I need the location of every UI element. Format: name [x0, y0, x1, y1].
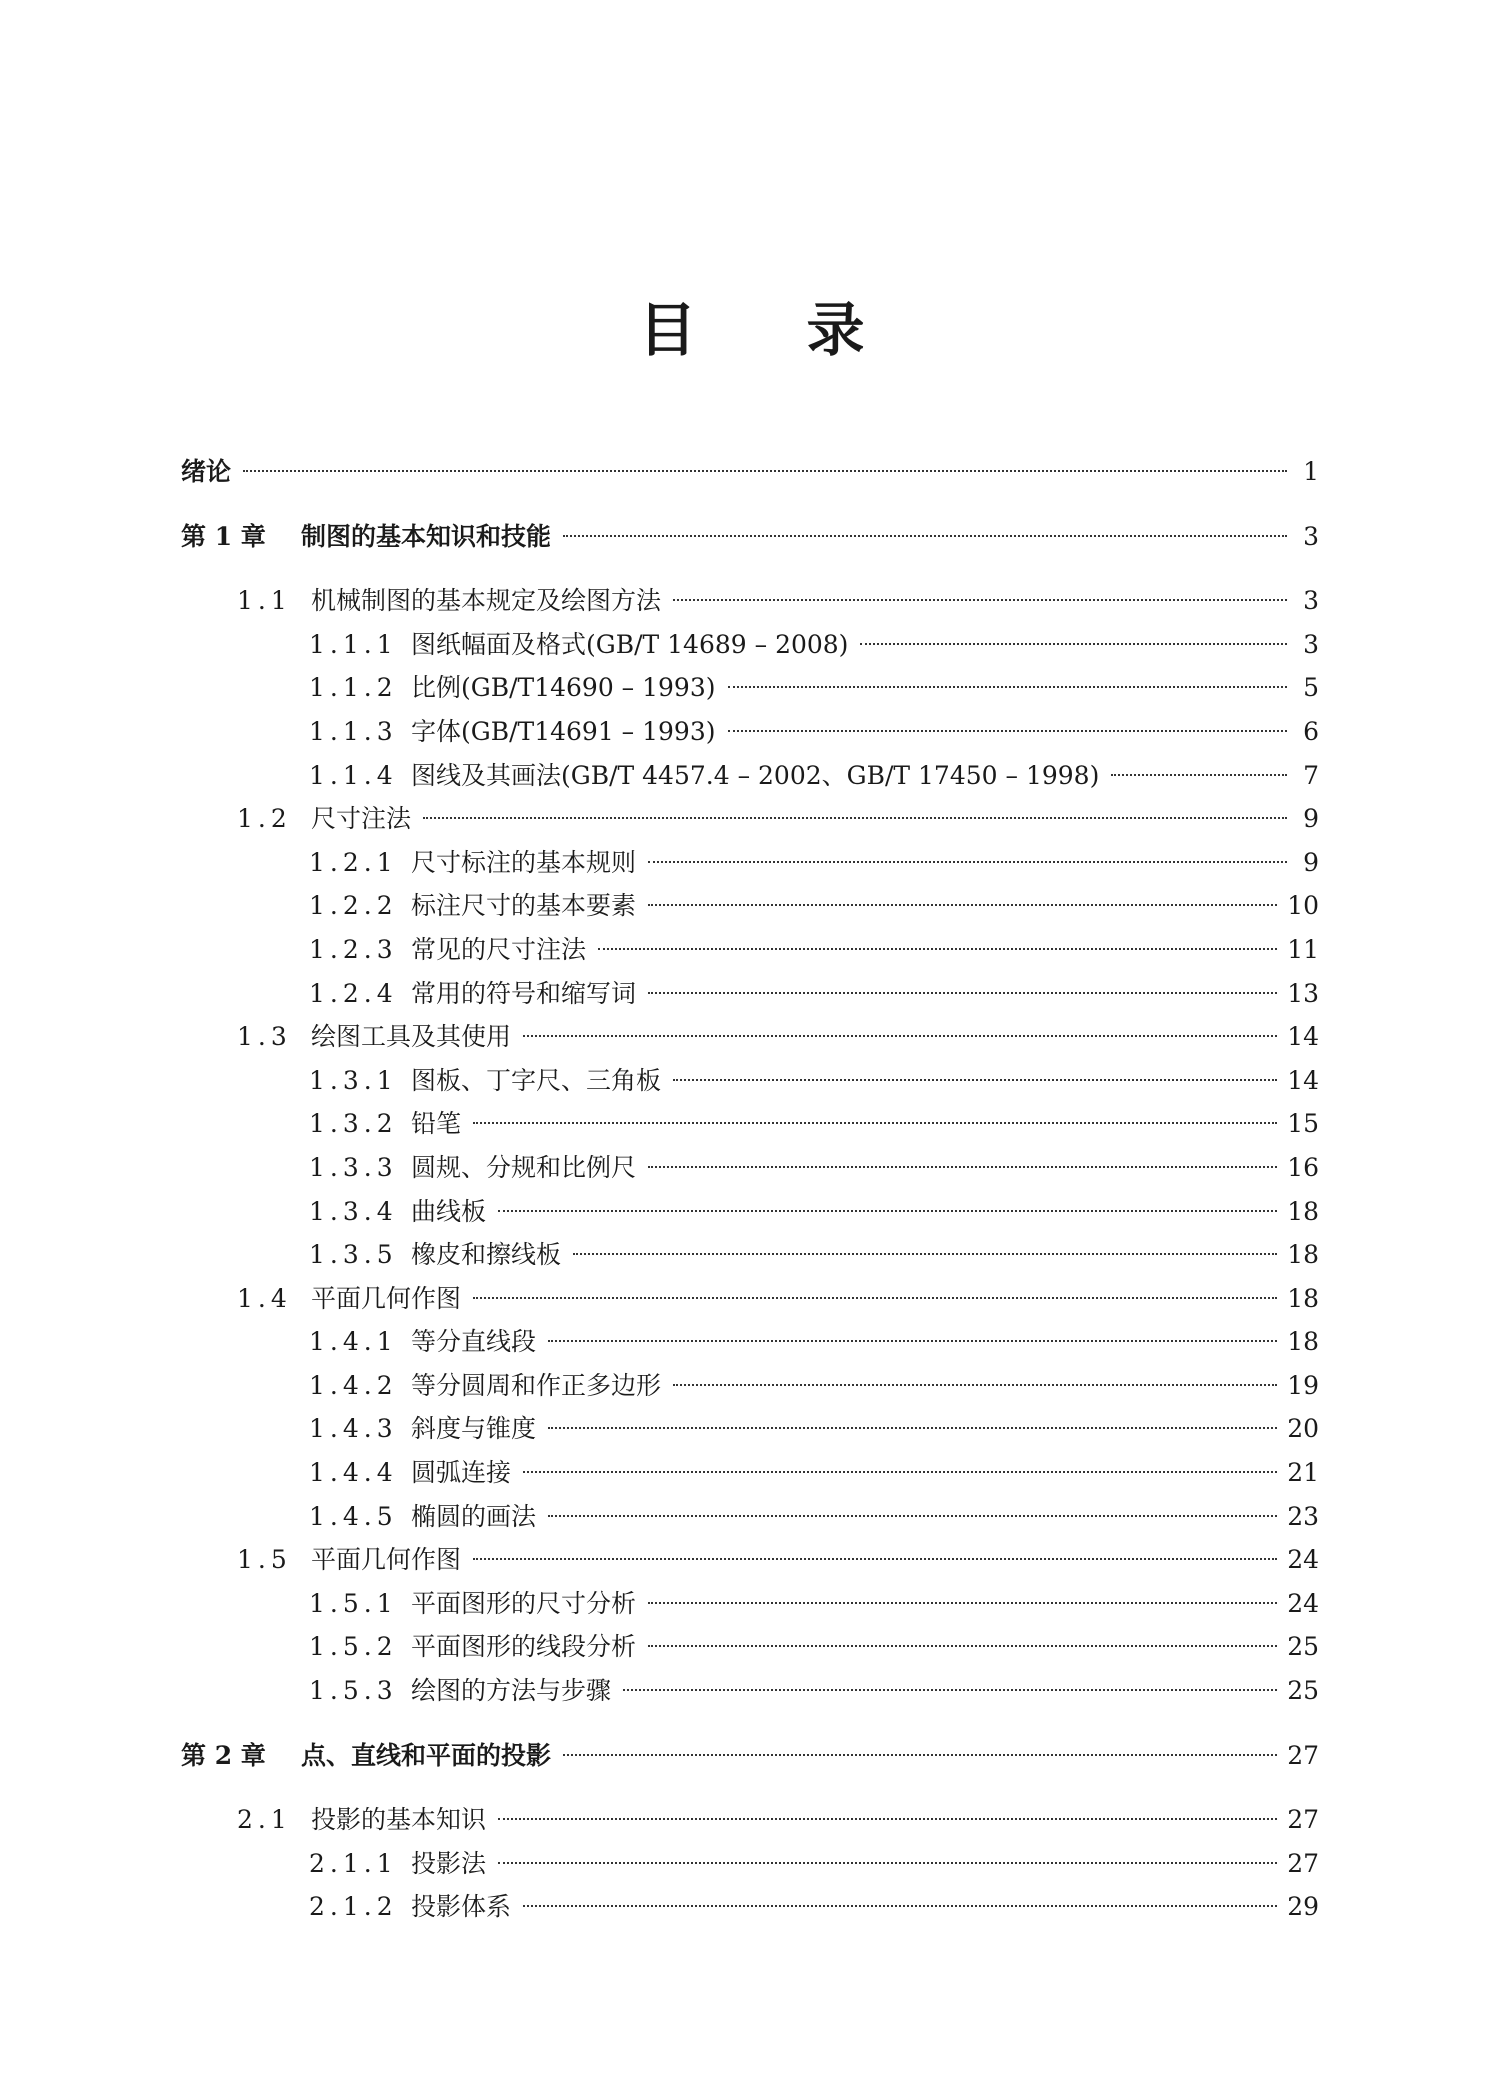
toc-entry-number: 1.1	[237, 586, 292, 616]
dot-leader	[648, 992, 1277, 994]
toc-entry-title: 比例(GB/T14690 – 1993)	[411, 673, 716, 703]
toc-entry-page: 7	[1303, 760, 1319, 790]
toc-entry-number: 2.1	[237, 1805, 292, 1835]
toc-entry-title: 绘图的方法与步骤	[411, 1676, 612, 1706]
toc-entry-page: 27	[1287, 1805, 1319, 1835]
dot-leader	[523, 1035, 1277, 1037]
toc-entry-title: 平面几何作图	[311, 1545, 462, 1575]
dot-leader	[473, 1122, 1277, 1124]
page-title-char-1: 目	[638, 296, 697, 364]
toc-entry-title: 制图的基本知识和技能	[301, 521, 552, 551]
dot-leader	[498, 1862, 1277, 1864]
toc-entry-number: 1.4.2	[309, 1370, 398, 1400]
toc-entry-page: 1	[1303, 457, 1319, 486]
toc-entry-number: 1.1.1	[309, 629, 398, 659]
toc-entry[interactable]	[181, 928, 1319, 972]
toc-entry-title: 常见的尺寸注法	[411, 934, 587, 964]
toc-entry-number: 1.4.4	[309, 1458, 398, 1488]
toc-entry-title: 平面图形的线段分析	[411, 1632, 637, 1662]
dot-leader	[563, 1754, 1277, 1756]
toc-entry-number: 1.2.2	[309, 891, 398, 921]
toc-entry-page: 16	[1287, 1152, 1319, 1182]
toc-entry[interactable]	[181, 1190, 1319, 1234]
dot-leader	[673, 1384, 1277, 1386]
dot-leader	[563, 535, 1287, 537]
toc-entry[interactable]	[181, 1146, 1319, 1190]
dot-leader	[648, 1645, 1277, 1647]
toc-entry[interactable]	[181, 1451, 1319, 1495]
toc-entry[interactable]	[181, 1734, 1319, 1778]
toc-entry-page: 3	[1303, 586, 1319, 616]
dot-leader	[498, 1210, 1277, 1212]
toc-entry-page: 10	[1287, 891, 1319, 921]
toc-entry[interactable]	[181, 1102, 1319, 1146]
dot-leader	[473, 1297, 1277, 1299]
toc-entry-number: 1.4.1	[309, 1327, 398, 1357]
toc-entry-title: 圆规、分规和比例尺	[411, 1152, 637, 1182]
toc-entry[interactable]	[181, 450, 1319, 494]
toc-entry-number: 2.1.1	[309, 1848, 398, 1878]
toc-entry-page: 24	[1287, 1545, 1319, 1575]
toc-entry[interactable]	[181, 623, 1319, 667]
toc-entry-title: 平面图形的尺寸分析	[411, 1588, 637, 1618]
toc-entry-number: 1.1.3	[309, 716, 398, 746]
dot-leader	[498, 1818, 1277, 1820]
toc-entry-number: 1.5.2	[309, 1632, 398, 1662]
toc-entry-number: 1.4.5	[309, 1501, 398, 1531]
dot-leader	[473, 1558, 1277, 1560]
toc-entry[interactable]	[181, 841, 1319, 885]
toc-entry-title: 橡皮和擦线板	[411, 1240, 562, 1270]
toc-entry[interactable]	[181, 754, 1319, 798]
toc-entry-number: 1.3.5	[309, 1240, 398, 1270]
dot-leader	[728, 730, 1288, 732]
toc-entry[interactable]	[181, 1277, 1319, 1321]
toc-entry-page: 20	[1287, 1414, 1319, 1444]
toc-entry[interactable]	[181, 1798, 1319, 1842]
toc-entry-title: 平面几何作图	[311, 1283, 462, 1313]
toc-entry-page: 24	[1287, 1588, 1319, 1618]
toc-entry-page: 14	[1287, 1065, 1319, 1095]
toc-entry-title: 等分圆周和作正多边形	[411, 1370, 662, 1400]
toc-entry-number: 1.3.1	[309, 1065, 398, 1095]
toc-entry-title: 图纸幅面及格式(GB/T 14689 – 2008)	[411, 629, 849, 659]
toc-entry-title: 投影法	[411, 1848, 487, 1878]
toc-entry-title: 图板、丁字尺、三角板	[411, 1065, 662, 1095]
toc-entry[interactable]	[181, 1842, 1319, 1886]
toc-entry-number: 1.2.3	[309, 934, 398, 964]
toc-entry-page: 18	[1287, 1196, 1319, 1226]
toc-entry-page: 18	[1287, 1240, 1319, 1270]
dot-leader	[648, 861, 1287, 863]
toc-entry[interactable]	[181, 1015, 1319, 1059]
toc-entry-number: 2.1.2	[309, 1892, 398, 1922]
page-title-char-2: 录	[806, 296, 865, 364]
toc-entry[interactable]	[181, 1885, 1319, 1929]
toc-entry-page: 27	[1287, 1740, 1319, 1770]
toc-entry-number: 1.4	[237, 1283, 292, 1313]
toc-entry-page: 21	[1287, 1458, 1319, 1488]
dot-leader	[728, 686, 1288, 688]
toc-entry-title: 等分直线段	[411, 1327, 537, 1357]
toc-entry[interactable]	[181, 1625, 1319, 1669]
table-of-contents	[181, 450, 1319, 1929]
toc-entry[interactable]	[181, 515, 1319, 559]
toc-entry-number: 1.5	[237, 1545, 292, 1575]
toc-entry-page: 27	[1287, 1848, 1319, 1878]
toc-entry-number: 1.3.4	[309, 1196, 398, 1226]
toc-entry[interactable]	[181, 884, 1319, 928]
toc-entry[interactable]	[181, 1407, 1319, 1451]
toc-entry-number: 1.1.2	[309, 673, 398, 703]
toc-entry-page: 3	[1303, 521, 1319, 551]
toc-entry[interactable]	[181, 1582, 1319, 1626]
toc-entry-page: 18	[1287, 1327, 1319, 1357]
dot-leader	[648, 1602, 1277, 1604]
toc-entry-page: 9	[1303, 804, 1319, 834]
toc-entry-title: 尺寸注法	[311, 804, 412, 834]
toc-entry-title: 曲线板	[411, 1196, 487, 1226]
toc-entry-page: 25	[1287, 1676, 1319, 1706]
toc-entry[interactable]	[181, 666, 1319, 710]
dot-leader	[243, 470, 1287, 472]
toc-entry[interactable]	[181, 972, 1319, 1016]
dot-leader	[673, 1079, 1277, 1081]
toc-entry-page: 13	[1287, 978, 1319, 1008]
dot-leader	[860, 643, 1287, 645]
toc-entry-title: 尺寸标注的基本规则	[411, 847, 637, 877]
toc-entry-page: 9	[1303, 847, 1319, 877]
dot-leader	[1111, 774, 1287, 776]
toc-entry-page: 11	[1287, 934, 1319, 964]
toc-entry-page: 15	[1287, 1109, 1319, 1139]
toc-entry-page: 25	[1287, 1632, 1319, 1662]
toc-entry-title: 标注尺寸的基本要素	[411, 891, 637, 921]
toc-entry-title: 点、直线和平面的投影	[301, 1740, 552, 1770]
page-title	[0, 290, 1503, 370]
toc-entry-page: 19	[1287, 1370, 1319, 1400]
toc-entry-title: 斜度与锥度	[411, 1414, 537, 1444]
toc-entry-number: 1.2.4	[309, 978, 398, 1008]
dot-leader	[573, 1253, 1277, 1255]
toc-entry-number: 1.3.3	[309, 1152, 398, 1182]
dot-leader	[648, 904, 1277, 906]
toc-entry-page: 3	[1303, 629, 1319, 659]
dot-leader	[548, 1427, 1277, 1429]
toc-entry[interactable]	[181, 1538, 1319, 1582]
dot-leader	[548, 1515, 1277, 1517]
toc-entry[interactable]	[181, 1320, 1319, 1364]
dot-leader	[548, 1340, 1277, 1342]
toc-entry-number: 1.2	[237, 804, 292, 834]
toc-entry-title: 绘图工具及其使用	[311, 1022, 512, 1052]
toc-entry-number: 1.5.3	[309, 1676, 398, 1706]
toc-entry-title: 投影体系	[411, 1892, 512, 1922]
toc-entry[interactable]	[181, 710, 1319, 754]
toc-entry-title: 椭圆的画法	[411, 1501, 537, 1531]
toc-entry-number: 1.5.1	[309, 1588, 398, 1618]
toc-entry-title: 绪论	[181, 457, 232, 486]
toc-entry-page: 29	[1287, 1892, 1319, 1922]
toc-entry-number: 1.2.1	[309, 847, 398, 877]
dot-leader	[623, 1689, 1277, 1691]
dot-leader	[598, 948, 1277, 950]
toc-entry-title: 机械制图的基本规定及绘图方法	[311, 586, 662, 616]
toc-entry-number: 1.3.2	[309, 1109, 398, 1139]
toc-entry-title: 投影的基本知识	[311, 1805, 487, 1835]
dot-leader	[523, 1905, 1277, 1907]
toc-entry-title: 铅笔	[411, 1109, 462, 1139]
toc-entry-title: 图线及其画法(GB/T 4457.4 – 2002、GB/T 17450 – 1998)	[411, 760, 1100, 790]
dot-leader	[423, 817, 1287, 819]
toc-entry[interactable]	[181, 1233, 1319, 1277]
dot-leader	[523, 1471, 1277, 1473]
toc-entry-number: 第 1 章	[181, 521, 266, 551]
toc-entry-page: 14	[1287, 1022, 1319, 1052]
toc-entry[interactable]	[181, 579, 1319, 623]
toc-entry-page: 23	[1287, 1501, 1319, 1531]
toc-entry-title: 字体(GB/T14691 – 1993)	[411, 716, 716, 746]
toc-entry-page: 6	[1303, 716, 1319, 746]
toc-entry[interactable]	[181, 1364, 1319, 1408]
toc-entry-number: 1.3	[237, 1022, 292, 1052]
dot-leader	[648, 1166, 1277, 1168]
toc-entry[interactable]	[181, 797, 1319, 841]
toc-entry-number: 1.1.4	[309, 760, 398, 790]
toc-entry-number: 1.4.3	[309, 1414, 398, 1444]
toc-entry-page: 5	[1303, 673, 1319, 703]
toc-entry[interactable]	[181, 1495, 1319, 1539]
toc-entry[interactable]	[181, 1669, 1319, 1713]
toc-entry-number: 第 2 章	[181, 1740, 266, 1770]
toc-entry-page: 18	[1287, 1283, 1319, 1313]
dot-leader	[673, 599, 1287, 601]
toc-entry-title: 常用的符号和缩写词	[411, 978, 637, 1008]
toc-entry[interactable]	[181, 1059, 1319, 1103]
toc-entry-title: 圆弧连接	[411, 1458, 512, 1488]
